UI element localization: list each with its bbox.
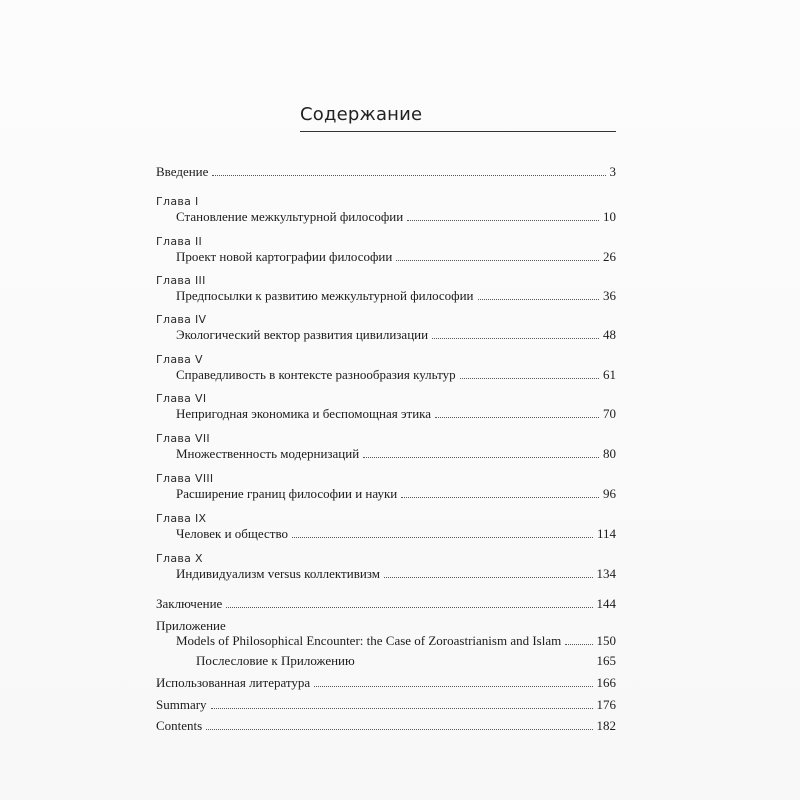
- toc-entry-label: Заключение: [156, 596, 223, 611]
- toc-entry-label: Расширение границ философии и науки: [176, 486, 398, 501]
- dot-leader: [363, 457, 599, 458]
- appendix-label: Приложение: [156, 618, 226, 633]
- toc-entry-label: Models of Philosophical Encounter: the Case of Zoroastrianism and Islam: [176, 633, 562, 648]
- toc-page-number: 96: [603, 486, 616, 501]
- toc-entry-chapter: [0, 209, 800, 225]
- toc-entry-chapter: [0, 327, 800, 343]
- toc-entry-chapter: [0, 406, 800, 422]
- dot-leader: [292, 537, 593, 538]
- toc-page-number: 134: [596, 566, 616, 581]
- chapter-label: Глава IV: [156, 313, 207, 326]
- dot-leader: [206, 729, 592, 730]
- toc-page-number: 114: [596, 526, 616, 541]
- dot-leader: [396, 260, 599, 261]
- toc-entry-label: Использованная литература: [156, 675, 311, 690]
- toc-entry-references: [0, 675, 800, 691]
- chapter-label: Глава VII: [156, 432, 210, 445]
- dot-leader: [460, 378, 599, 379]
- toc-entry-chapter: [0, 288, 800, 304]
- toc-page-number: 176: [596, 697, 616, 712]
- chapter-label: Глава V: [156, 353, 203, 366]
- toc-entry-conclusion: [0, 596, 800, 612]
- chapter-label: Глава VIII: [156, 472, 214, 485]
- dot-leader: [565, 644, 592, 645]
- dot-leader: [407, 220, 599, 221]
- dot-leader: [384, 577, 593, 578]
- toc-page-number: 165: [596, 653, 616, 668]
- dot-leader: [401, 497, 599, 498]
- toc-page-number: 150: [596, 633, 616, 648]
- toc-entry-label: Contents: [156, 718, 203, 733]
- toc-entry-label: Индивидуализм versus коллективизм: [176, 566, 380, 581]
- toc-entry-afterword: [0, 653, 800, 669]
- toc-page-number: 80: [603, 446, 616, 461]
- toc-entry-chapter: [0, 486, 800, 502]
- chapter-label: Глава II: [156, 235, 203, 248]
- toc-entry-summary: [0, 697, 800, 713]
- toc-page-number: 10: [603, 209, 616, 224]
- dot-leader: [432, 338, 599, 339]
- toc-entry-chapter: [0, 526, 800, 542]
- page-title: Содержание: [300, 104, 423, 125]
- toc-page-number: 144: [596, 596, 616, 611]
- dot-leader: [226, 607, 592, 608]
- chapter-label: Глава IX: [156, 512, 207, 525]
- toc-entry-label: Множественность модернизаций: [176, 446, 360, 461]
- toc-page-number: 182: [596, 718, 616, 733]
- toc-entry-label: Человек и общество: [176, 526, 289, 541]
- chapter-label: Глава VI: [156, 392, 207, 405]
- toc-entry-label: Экологический вектор развития цивилизации: [176, 327, 429, 342]
- dot-leader: [211, 708, 593, 709]
- chapter-label: Глава I: [156, 195, 199, 208]
- toc-entry-chapter: [0, 367, 800, 383]
- toc-page-number: 61: [603, 367, 616, 382]
- toc-entry-label: Непригодная экономика и беспомощная этика: [176, 406, 432, 421]
- dot-leader: [212, 175, 605, 176]
- dot-leader: [314, 686, 592, 687]
- chapter-label: Глава X: [156, 552, 203, 565]
- toc-entry-label: Summary: [156, 697, 207, 712]
- toc-entry-label: Справедливость в контексте разнообразия культур: [176, 367, 456, 382]
- toc-page-number: 3: [609, 164, 616, 179]
- toc-entry-label: Проект новой картографии философии: [176, 249, 393, 264]
- toc-entry-label: Предпосылки к развитию межкультурной философии: [176, 288, 474, 303]
- toc-page-number: 70: [603, 406, 616, 421]
- toc-entry-chapter: [0, 446, 800, 462]
- toc-entry-intro: [0, 164, 800, 180]
- toc-page-number: 26: [603, 249, 616, 264]
- toc-entry-chapter: [0, 566, 800, 582]
- toc-page-number: 48: [603, 327, 616, 342]
- toc-entry-contents: [0, 718, 800, 734]
- toc-entry-label: Становление межкультурной философии: [176, 209, 404, 224]
- chapter-label: Глава III: [156, 274, 206, 287]
- toc-entry-label: Послесловие к Приложению: [196, 653, 355, 668]
- toc-page-number: 166: [596, 675, 616, 690]
- dot-leader: [435, 417, 599, 418]
- dot-leader: [478, 299, 600, 300]
- toc-entry-chapter: [0, 249, 800, 265]
- toc-entry-label: Введение: [156, 164, 209, 179]
- toc-page-number: 36: [603, 288, 616, 303]
- toc-entry-appendix: [0, 633, 800, 649]
